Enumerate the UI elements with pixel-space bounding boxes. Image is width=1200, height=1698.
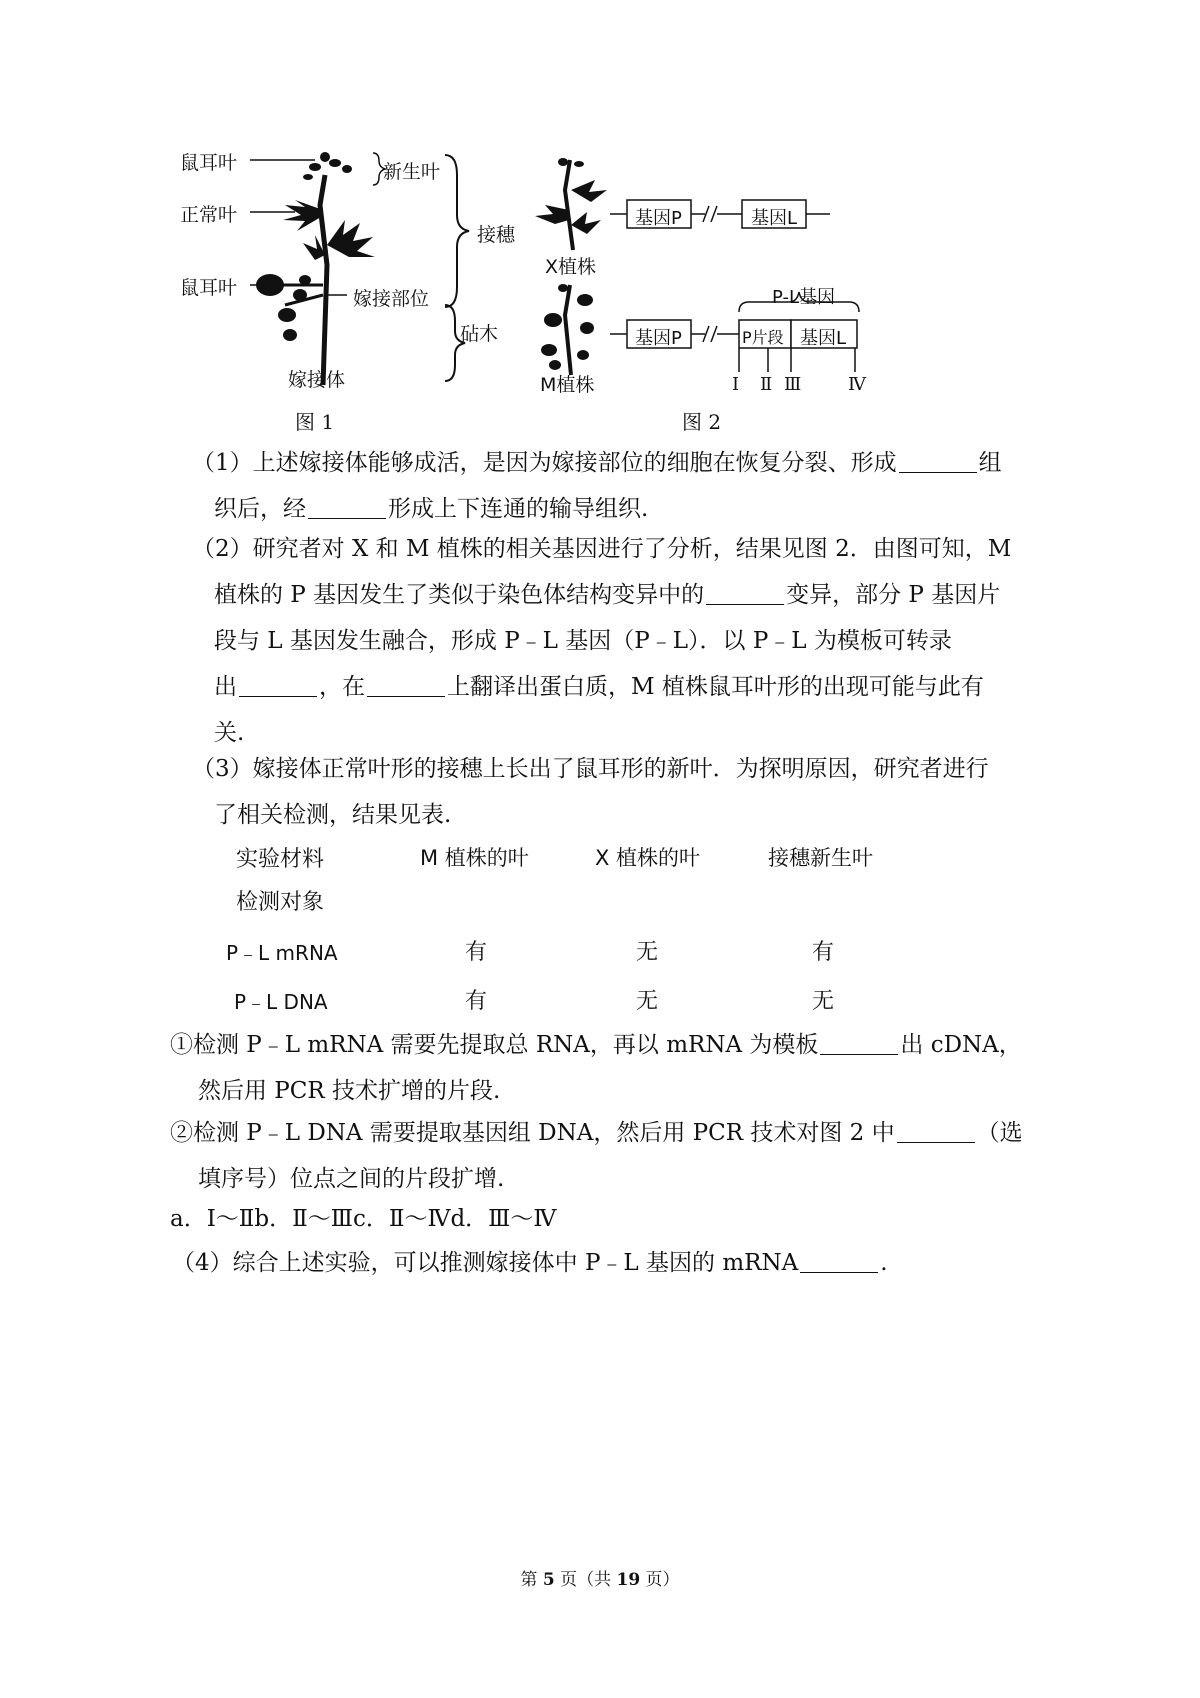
label-pl-gene: P-L基因 [772,287,835,308]
table-header-material: 实验材料 [236,847,325,872]
label-m-plant: M植株 [540,374,595,396]
label-graft-body: 嫁接体 [288,369,346,391]
label-new-leaf: 新生叶 [383,161,441,183]
current-page: 5 [542,1570,555,1590]
label-gene-p-m: 基因P [635,328,682,349]
site-3: Ⅲ [784,374,802,395]
sub2-line-2: 填序号）位点之间的片段扩增. [198,1166,505,1192]
answer-blank[interactable] [239,674,317,697]
sub-question-2 [170,1110,1050,1202]
total-pages: 19 [616,1570,641,1590]
label-scion: 接穗 [477,224,516,246]
table-cell: 无 [812,989,835,1014]
page-footer: 第 5 页（共 19 页） [520,1570,680,1590]
q2-line-4: 出 ，在 上翻译出蛋白质，M 植株鼠耳叶形的出现可能与此有 [214,674,984,700]
answer-blank[interactable] [308,496,386,519]
table-col-scion-new-leaf: 接穗新生叶 [768,846,873,870]
label-p-fragment: P片段 [742,328,784,347]
table-col-x-leaf: X 植株的叶 [595,846,701,870]
table-row-label: P﹣L DNA [234,990,328,1014]
label-gene-p-x: 基因P [635,208,682,229]
table-cell: 无 [636,989,659,1014]
answer-blank[interactable] [800,1250,878,1273]
question-3 [192,746,1032,838]
label-x-plant: X植株 [545,256,597,278]
question-2 [192,526,1032,756]
label-graft-site: 嫁接部位 [353,288,430,310]
answer-blank[interactable] [820,1032,898,1055]
table-cell: 无 [636,940,659,965]
answer-blank[interactable] [899,450,977,473]
figure-2-caption: 图 2 [682,410,722,434]
label-mouse-ear-leaf-top: 鼠耳叶 [180,152,238,174]
table-col-m-leaf: M 植株的叶 [420,846,529,870]
q2-line-5: 关. [214,720,245,746]
label-normal-leaf: 正常叶 [180,204,238,226]
answer-blank[interactable] [367,674,445,697]
site-4: Ⅳ [848,374,866,395]
sub2-line-1: ②检测 P﹣L DNA 需要提取基因组 DNA，然后用 PCR 技术对图 2 中 （选 [170,1120,1023,1146]
q1-line-1: （1）上述嫁接体能够成活，是因为嫁接部位的细胞在恢复分裂、形成 组 [192,450,1002,476]
table-header-object: 检测对象 [236,890,325,915]
q2-line-1: （2）研究者对 X 和 M 植株的相关基因进行了分析，结果见图 2．由图可知，M [192,536,1012,562]
q1-line-2: 织后，经 形成上下连通的输导组织. [214,496,649,522]
q2-line-3: 段与 L 基因发生融合，形成 P﹣L 基因（P﹣L）．以 P﹣L 为模板可转录 [214,628,952,654]
q3-line-2: 了相关检测，结果见表. [214,802,452,828]
table-row-label: P﹣L mRNA [226,941,338,965]
question-1 [192,440,1032,532]
site-1: Ⅰ [732,374,740,395]
figure-1-caption: 图 1 [295,410,335,434]
sub1-line-1: ①检测 P﹣L mRNA 需要先提取总 RNA，再以 mRNA 为模板 出 cDNA， [170,1032,1022,1058]
sub1-line-2: 然后用 PCR 技术扩增的片段. [198,1078,501,1104]
label-gene-l-m: 基因L [800,328,847,349]
label-gene-l-x: 基因L [751,208,798,229]
label-rootstock: 砧木 [460,323,499,345]
answer-blank[interactable] [897,1120,975,1143]
q3-line-1: （3）嫁接体正常叶形的接穗上长出了鼠耳形的新叶．为探明原因，研究者进行 [192,756,989,782]
sub-question-1 [170,1022,1050,1114]
table-cell: 有 [465,989,488,1014]
options-line: a．Ⅰ～Ⅱb．Ⅱ～Ⅲc．Ⅱ～Ⅳd．Ⅲ～Ⅳ [170,1206,557,1232]
question-4: （4）综合上述实验，可以推测嫁接体中 P﹣L 基因的 mRNA . [172,1250,888,1276]
table-cell: 有 [465,940,488,965]
label-mouse-ear-leaf-bottom: 鼠耳叶 [180,277,238,299]
table-cell: 有 [812,940,835,965]
answer-blank[interactable] [706,582,784,605]
q2-line-2: 植株的 P 基因发生了类似于染色体结构变异中的 变异，部分 P 基因片 [214,582,1001,608]
site-2: Ⅱ [760,374,773,395]
